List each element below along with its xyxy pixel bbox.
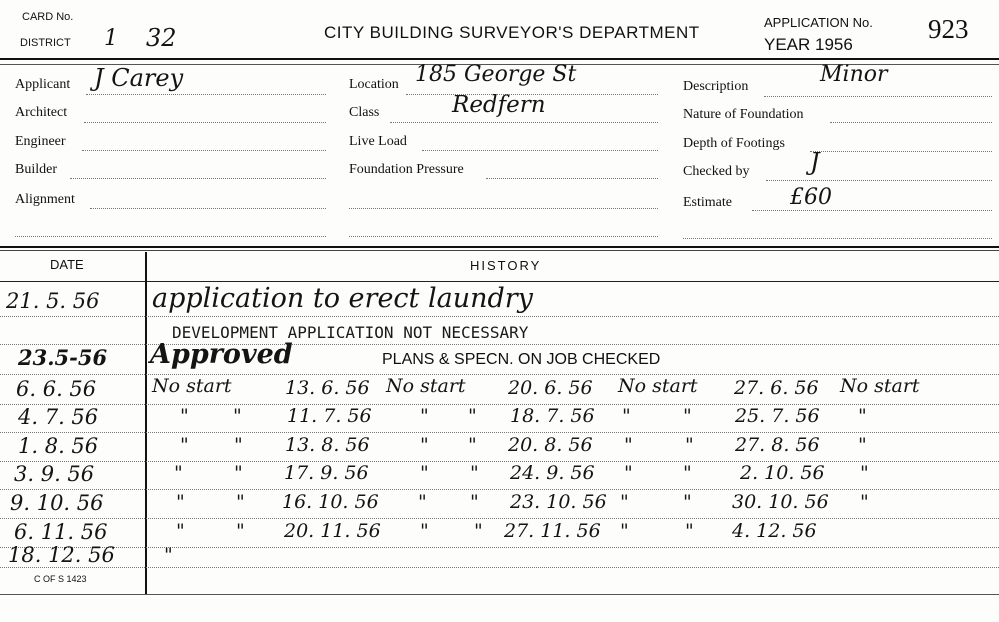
history-row-10-ditto-1: " bbox=[164, 544, 173, 566]
history-row-5-entry-2: 18. 7. 56 bbox=[510, 405, 595, 427]
engineer-label: Engineer bbox=[15, 134, 66, 149]
history-row-1-text: application to erect laundry bbox=[152, 283, 533, 314]
builder-line bbox=[70, 178, 326, 179]
history-row-5-ditto-7: " bbox=[858, 405, 867, 427]
history-row-6-ditto-6: " bbox=[685, 434, 694, 456]
history-row-4-entry-4: 20. 6. 56 bbox=[508, 377, 593, 399]
class-value: Redfern bbox=[452, 92, 546, 118]
table-row-line-4 bbox=[0, 404, 999, 405]
history-row-4-entry-2: 13. 6. 56 bbox=[285, 377, 370, 399]
date-column-header: DATE bbox=[50, 257, 84, 272]
history-row-8-ditto-3: " bbox=[418, 491, 427, 513]
estimate-label: Estimate bbox=[683, 195, 732, 210]
history-row-8-ditto-4: " bbox=[470, 491, 479, 513]
history-row-7-ditto-2: " bbox=[234, 462, 243, 484]
card-number-value: 32 bbox=[146, 24, 177, 52]
applicant-label: Applicant bbox=[15, 77, 71, 92]
table-row-line-1 bbox=[0, 316, 999, 317]
history-row-3-date: 23.5-56 bbox=[18, 345, 108, 370]
development-application-stamp: DEVELOPMENT APPLICATION NOT NECESSARY bbox=[172, 323, 529, 342]
history-row-10-date: 18. 12. 56 bbox=[8, 543, 115, 567]
history-row-5-ditto-2: " bbox=[233, 405, 242, 427]
plans-checked-stamp: PLANS & SPECN. ON JOB CHECKED bbox=[382, 351, 661, 368]
application-no-value: 923 bbox=[928, 14, 969, 44]
extra-line bbox=[15, 236, 326, 237]
location-label: Location bbox=[349, 77, 399, 92]
description-line bbox=[764, 96, 992, 97]
description-value: Minor bbox=[820, 62, 888, 87]
depth-of-footings-line bbox=[810, 151, 992, 152]
table-row-line-7 bbox=[0, 489, 999, 490]
year-label: YEAR 1956 bbox=[764, 35, 853, 54]
description-label: Description bbox=[683, 79, 749, 94]
history-row-5-entry-3: 25. 7. 56 bbox=[735, 405, 820, 427]
middle-line-5 bbox=[349, 208, 658, 209]
history-row-6-ditto-4: " bbox=[468, 434, 477, 456]
history-row-6-ditto-3: " bbox=[420, 434, 429, 456]
estimate-value: £60 bbox=[790, 185, 832, 210]
history-row-5-ditto-3: " bbox=[420, 405, 429, 427]
history-row-9-entry-3: 4. 12. 56 bbox=[732, 520, 817, 542]
history-row-5-ditto-1: " bbox=[180, 405, 189, 427]
history-row-6-date: 1. 8. 56 bbox=[18, 434, 99, 458]
history-row-7-entry-3: 2. 10. 56 bbox=[740, 462, 825, 484]
live-load-label: Live Load bbox=[349, 134, 407, 149]
history-row-8-ditto-5: " bbox=[620, 491, 629, 513]
history-row-6-entry-3: 27. 8. 56 bbox=[735, 434, 820, 456]
history-row-8-date: 9. 10. 56 bbox=[10, 491, 104, 515]
header-rule bbox=[0, 58, 999, 60]
live-load-line bbox=[422, 150, 658, 151]
table-row-line-9 bbox=[0, 547, 999, 548]
table-row-line-5 bbox=[0, 432, 999, 433]
engineer-line bbox=[82, 150, 326, 151]
history-row-8-ditto-1: " bbox=[176, 491, 185, 513]
history-row-6-ditto-2: " bbox=[234, 434, 243, 456]
history-row-6-ditto-7: " bbox=[858, 434, 867, 456]
history-row-9-ditto-4: " bbox=[474, 520, 483, 542]
history-row-7-entry-1: 17. 9. 56 bbox=[284, 462, 369, 484]
table-top-rule-2 bbox=[0, 250, 999, 251]
history-row-9-date: 6. 11. 56 bbox=[14, 520, 108, 544]
history-row-7-ditto-3: " bbox=[420, 462, 429, 484]
department-title: CITY BUILDING SURVEYOR'S DEPARTMENT bbox=[324, 23, 700, 42]
architect-label: Architect bbox=[15, 105, 68, 120]
history-column-header: HISTORY bbox=[470, 258, 542, 273]
history-row-5-date: 4. 7. 56 bbox=[18, 405, 99, 429]
district-value: 1 bbox=[104, 26, 118, 51]
history-row-9-entry-1: 20. 11. 56 bbox=[284, 520, 381, 542]
history-row-6-entry-1: 13. 8. 56 bbox=[285, 434, 370, 456]
history-row-7-entry-2: 24. 9. 56 bbox=[510, 462, 595, 484]
alignment-line bbox=[90, 208, 326, 209]
applicant-line bbox=[86, 94, 326, 95]
class-line bbox=[390, 122, 658, 123]
history-row-8-ditto-7: " bbox=[860, 491, 869, 513]
history-row-7-ditto-5: " bbox=[624, 462, 633, 484]
right-line-6 bbox=[683, 238, 992, 239]
history-row-9-ditto-6: " bbox=[685, 520, 694, 542]
history-row-7-ditto-1: " bbox=[174, 462, 183, 484]
history-row-9-entry-2: 27. 11. 56 bbox=[504, 520, 601, 542]
nature-of-foundation-line bbox=[830, 122, 992, 123]
foundation-pressure-line bbox=[486, 178, 658, 179]
location-value: 185 George St bbox=[415, 62, 577, 87]
history-row-4-entry-5: No start bbox=[618, 375, 698, 397]
history-row-5-ditto-5: " bbox=[622, 405, 631, 427]
history-row-5-ditto-6: " bbox=[683, 405, 692, 427]
history-row-7-ditto-7: " bbox=[860, 462, 869, 484]
alignment-label: Alignment bbox=[15, 192, 75, 207]
history-row-7-ditto-4: " bbox=[470, 462, 479, 484]
middle-line-6 bbox=[349, 236, 658, 237]
history-row-7-ditto-6: " bbox=[683, 462, 692, 484]
history-row-5-entry-1: 11. 7. 56 bbox=[287, 405, 372, 427]
table-header-rule bbox=[0, 281, 999, 282]
estimate-line bbox=[752, 210, 992, 211]
history-row-7-date: 3. 9. 56 bbox=[14, 462, 95, 486]
history-row-6-ditto-5: " bbox=[624, 434, 633, 456]
history-row-8-ditto-6: " bbox=[683, 491, 692, 513]
table-bottom-rule bbox=[0, 594, 999, 595]
class-label: Class bbox=[349, 105, 380, 120]
history-row-9-ditto-1: " bbox=[176, 520, 185, 542]
history-row-3-text: Approved bbox=[150, 339, 293, 370]
architect-line bbox=[84, 122, 326, 123]
history-row-4-entry-1: No start bbox=[152, 375, 232, 397]
table-row-line-6 bbox=[0, 461, 999, 462]
history-row-8-entry-2: 23. 10. 56 bbox=[510, 491, 607, 513]
date-column-divider bbox=[145, 252, 147, 594]
history-row-6-ditto-1: " bbox=[180, 434, 189, 456]
checked-by-label: Checked by bbox=[683, 164, 750, 179]
history-row-8-entry-1: 16. 10. 56 bbox=[282, 491, 379, 513]
history-row-9-ditto-5: " bbox=[620, 520, 629, 542]
district-label: DISTRICT bbox=[20, 37, 71, 49]
checked-by-line bbox=[766, 180, 992, 181]
history-row-6-entry-2: 20. 8. 56 bbox=[508, 434, 593, 456]
history-row-4-entry-3: No start bbox=[386, 375, 466, 397]
foundation-pressure-label: Foundation Pressure bbox=[349, 162, 464, 177]
history-row-9-ditto-3: " bbox=[420, 520, 429, 542]
history-row-9-ditto-2: " bbox=[236, 520, 245, 542]
history-row-5-ditto-4: " bbox=[468, 405, 477, 427]
table-row-line-8 bbox=[0, 518, 999, 519]
form-code: C OF S 1423 bbox=[34, 574, 87, 584]
card-no-label: CARD No. bbox=[22, 11, 74, 23]
history-row-8-ditto-2: " bbox=[236, 491, 245, 513]
history-row-8-entry-3: 30. 10. 56 bbox=[732, 491, 829, 513]
depth-of-footings-label: Depth of Footings bbox=[683, 136, 785, 151]
history-row-4-entry-6: 27. 6. 56 bbox=[734, 377, 819, 399]
application-no-label: APPLICATION No. bbox=[764, 15, 873, 30]
history-row-4-date: 6. 6. 56 bbox=[16, 377, 97, 401]
checked-by-value: J bbox=[810, 148, 820, 176]
builder-label: Builder bbox=[15, 162, 57, 177]
applicant-value: J Carey bbox=[94, 64, 184, 92]
history-row-4-entry-7: No start bbox=[840, 375, 920, 397]
table-row-line-10 bbox=[0, 567, 999, 568]
history-row-1-date: 21. 5. 56 bbox=[6, 289, 100, 313]
nature-of-foundation-label: Nature of Foundation bbox=[683, 107, 804, 122]
table-top-rule bbox=[0, 246, 999, 248]
